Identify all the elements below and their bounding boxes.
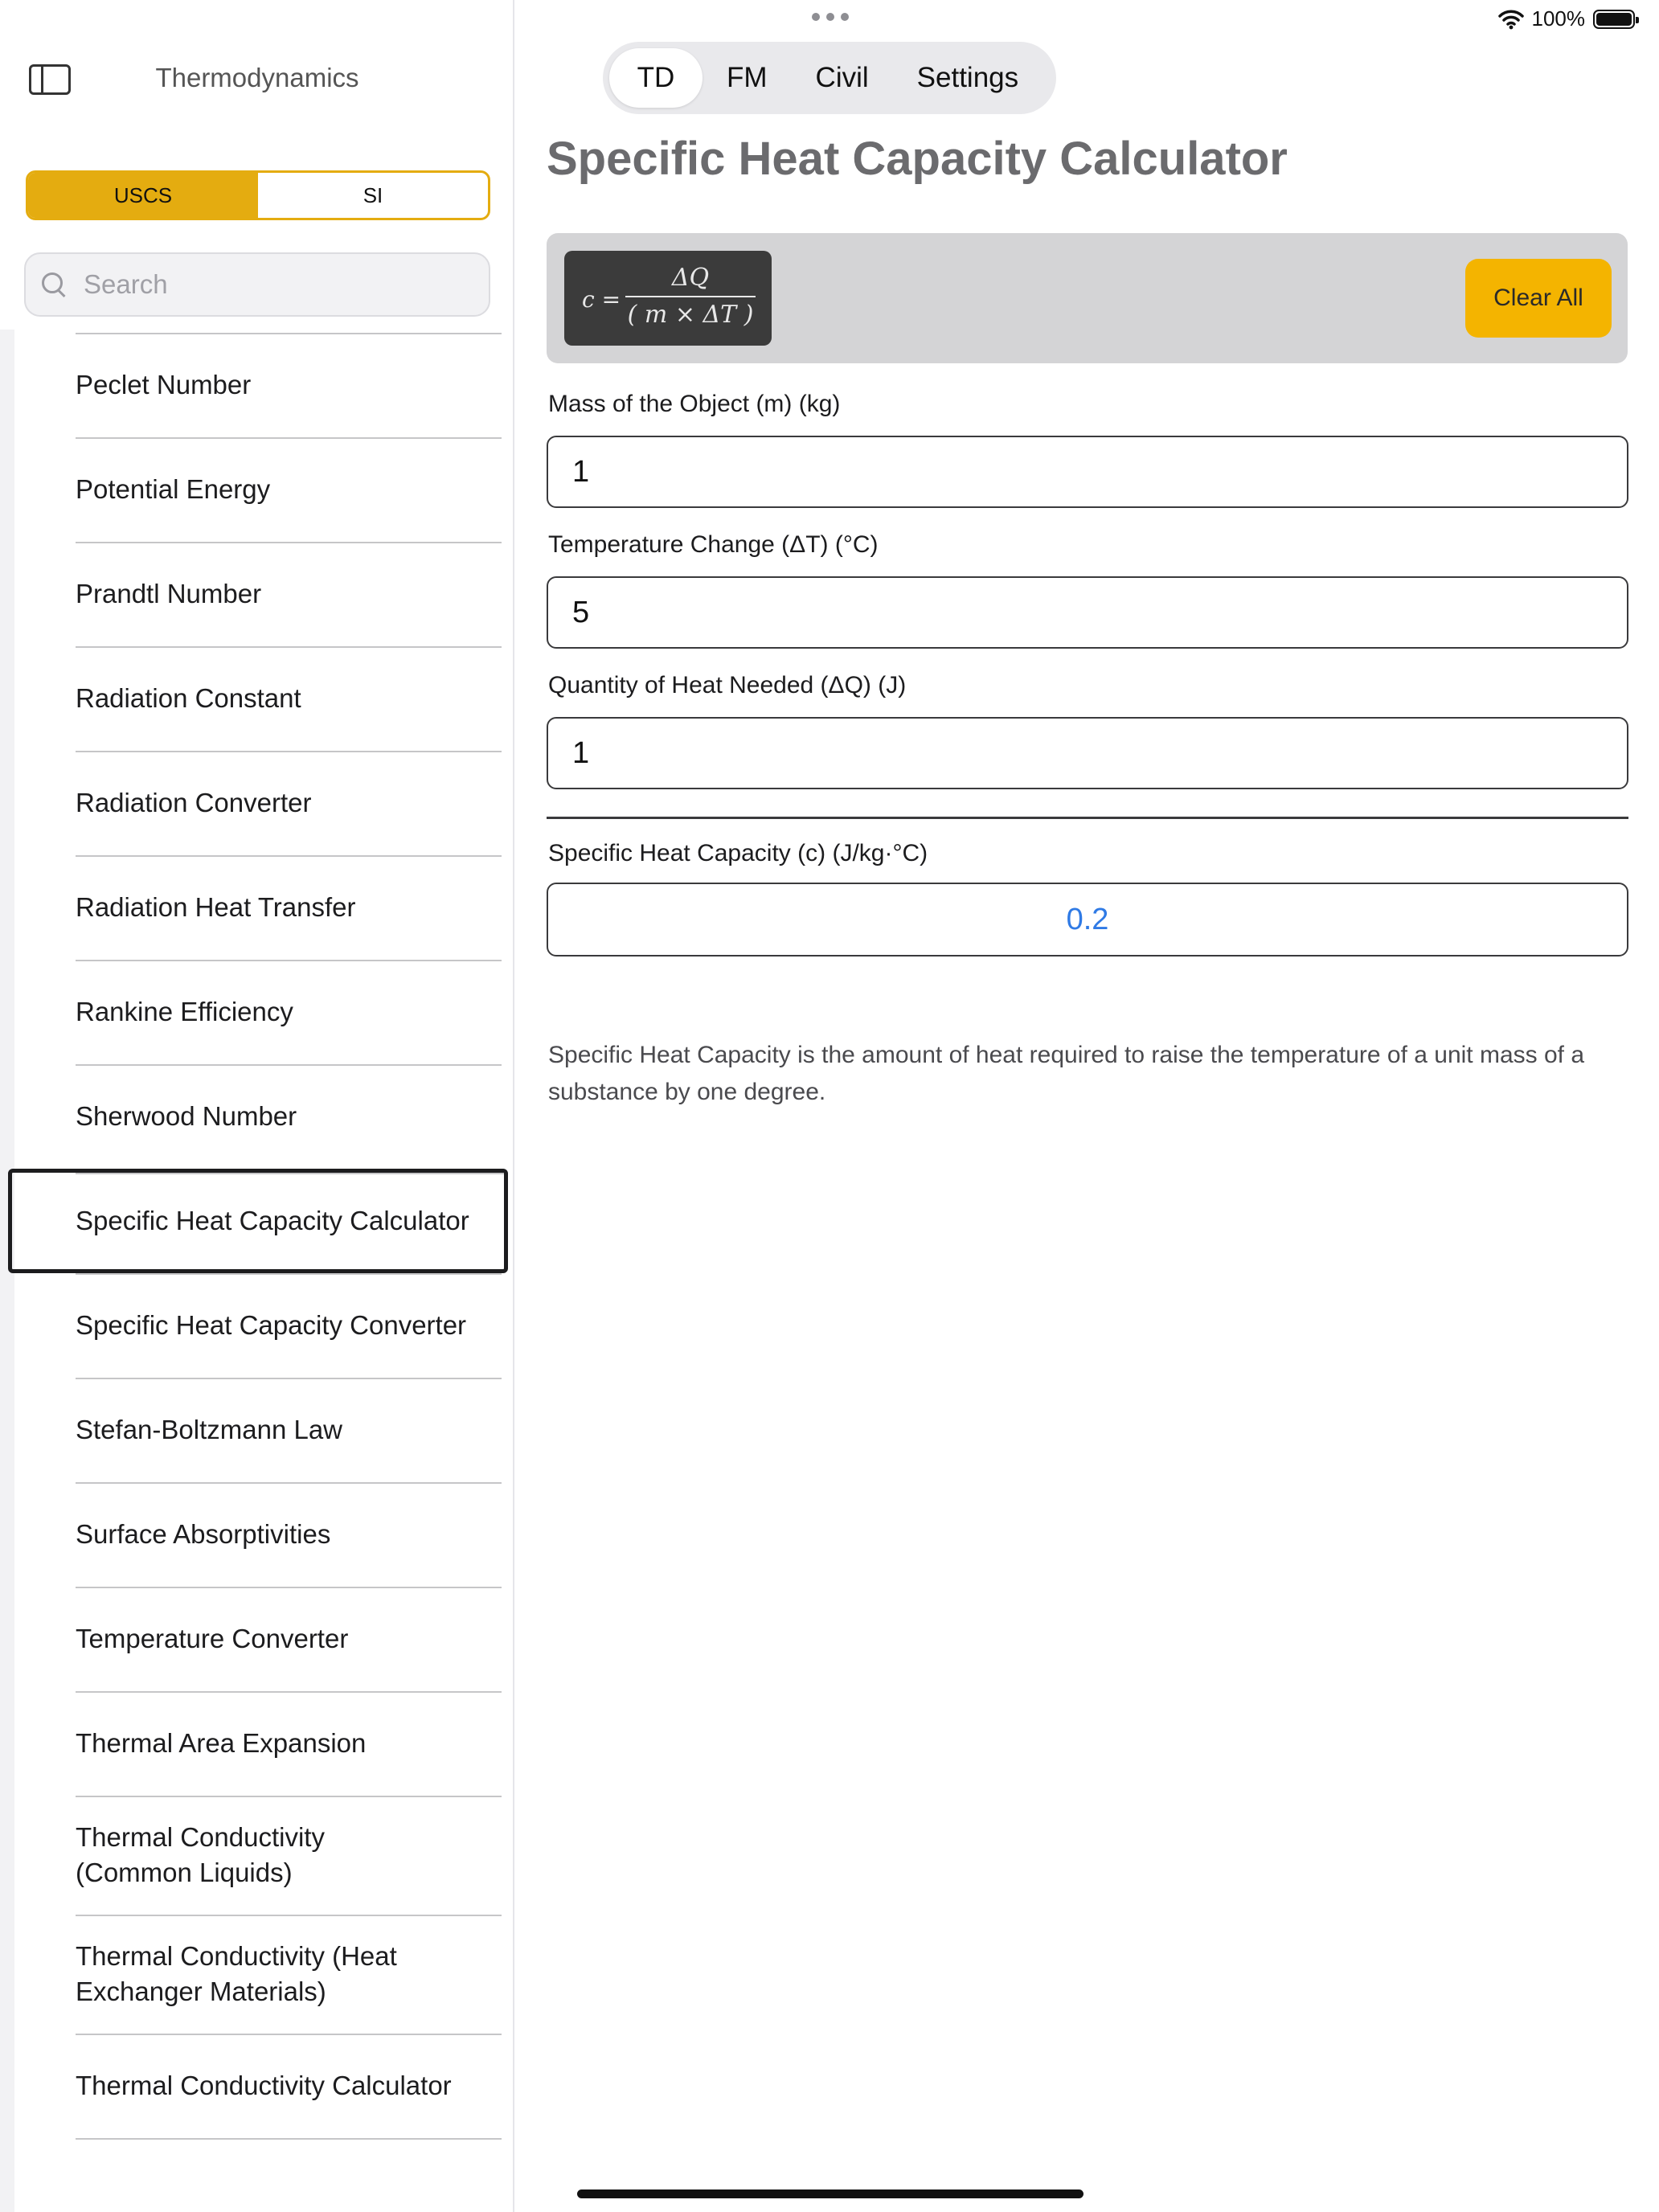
list-item-prandtl-number[interactable]: Prandtl Number — [0, 542, 514, 646]
list-item-thermal-conductivity-heat-exchanger[interactable] — [0, 1915, 514, 2034]
tab-fm[interactable]: FM — [727, 62, 768, 93]
fraction-line — [625, 296, 756, 297]
list-item-label: Thermal Conductivity (Heat Exchanger Materials) — [76, 1941, 397, 2006]
tab-td[interactable]: TD — [609, 48, 703, 108]
tab-civil[interactable]: Civil — [815, 62, 869, 93]
sidebar-title: Thermodynamics — [155, 63, 359, 92]
category-tabs — [603, 42, 1056, 114]
search-bar[interactable] — [24, 252, 490, 317]
list-item-temperature-converter[interactable]: Temperature Converter — [0, 1587, 514, 1691]
list-item-radiation-constant[interactable]: Radiation Constant — [0, 646, 514, 751]
temperature-change-input[interactable]: 5 — [547, 576, 1628, 649]
result-output: 0.2 — [547, 883, 1628, 956]
unit-si-option[interactable]: SI — [363, 182, 383, 207]
list-item-radiation-heat-transfer[interactable]: Radiation Heat Transfer — [0, 855, 514, 960]
formula-display — [564, 251, 772, 346]
formula-bar — [547, 233, 1628, 363]
result-label: Specific Heat Capacity (c) (J/kg·°C) — [548, 840, 928, 866]
list-item-surface-absorptivities[interactable]: Surface Absorptivities — [0, 1482, 514, 1587]
list-item-sherwood-number[interactable]: Sherwood Number — [0, 1064, 514, 1169]
list-item-peclet-number[interactable]: Peclet Number — [0, 333, 514, 437]
formula-fraction — [625, 262, 756, 330]
page-title: Specific Heat Capacity Calculator — [547, 133, 1288, 185]
list-divider — [76, 2138, 502, 2140]
list-item-radiation-converter[interactable]: Radiation Converter — [0, 751, 514, 855]
list-item-thermal-conductivity-calculator[interactable]: Thermal Conductivity Calculator — [0, 2034, 514, 2138]
list-item-thermal-area-expansion[interactable]: Thermal Area Expansion — [0, 1691, 514, 1796]
list-item-rankine-efficiency[interactable]: Rankine Efficiency — [0, 960, 514, 1064]
heat-quantity-label: Quantity of Heat Needed (ΔQ) (J) — [548, 672, 907, 698]
list-item-label: Thermal Conductivity (Common Liquids) — [76, 1822, 325, 1887]
formula-denominator: ( m × ΔT ) — [627, 301, 754, 329]
mass-input[interactable]: 1 — [547, 436, 1628, 508]
result-divider — [547, 817, 1628, 819]
tab-settings[interactable]: Settings — [916, 62, 1019, 93]
list-item-stefan-boltzmann-law[interactable]: Stefan-Boltzmann Law — [0, 1378, 514, 1482]
clear-all-button[interactable]: Clear All — [1465, 259, 1612, 338]
list-item-potential-energy[interactable]: Potential Energy — [0, 437, 514, 542]
unit-uscs-option[interactable]: USCS — [28, 173, 258, 218]
status-right — [1498, 6, 1636, 31]
sidebar — [0, 0, 514, 2212]
search-icon — [42, 272, 66, 297]
heat-quantity-input[interactable]: 1 — [547, 717, 1628, 789]
list-item-specific-heat-capacity-calculator[interactable]: Specific Heat Capacity Calculator — [8, 1169, 508, 1273]
multitasking-dots-icon[interactable] — [812, 13, 849, 21]
formula-lhs: c = — [582, 286, 621, 313]
home-indicator[interactable] — [577, 2189, 1083, 2198]
calculator-list — [0, 333, 514, 2138]
battery-icon — [1593, 10, 1635, 29]
mass-label: Mass of the Object (m) (kg) — [548, 391, 841, 417]
list-item-specific-heat-capacity-converter[interactable]: Specific Heat Capacity Converter — [0, 1273, 514, 1378]
search-input[interactable] — [84, 269, 469, 300]
list-item-thermal-conductivity-common-liquids[interactable] — [0, 1796, 514, 1915]
unit-system-segmented-control[interactable] — [26, 170, 490, 220]
temperature-change-label: Temperature Change (ΔT) (°C) — [548, 531, 879, 558]
formula-numerator: ΔQ — [671, 264, 710, 292]
wifi-icon — [1498, 9, 1524, 30]
description-text: Specific Heat Capacity is the amount of heat required to raise the temperature of a unit mass of a substance by one degree. — [548, 1042, 1585, 1105]
battery-percent: 100% — [1531, 6, 1585, 31]
